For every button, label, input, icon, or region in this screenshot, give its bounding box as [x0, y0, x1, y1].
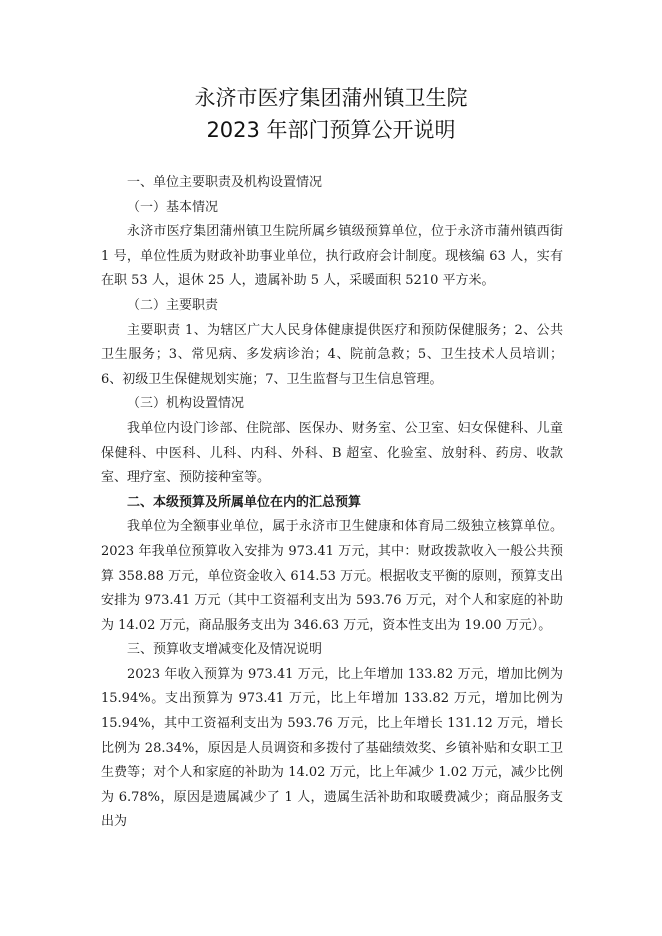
subsection-heading-basic: （一）基本情况 — [127, 199, 219, 215]
document-title-line1: 永济市医疗集团蒲州镇卫生院 — [194, 86, 468, 110]
paragraph-main-duties: 主要职责 1、为辖区广大人民身体健康提供医疗和预防保健服务；2、公共卫生服务；3、常见病、多发病诊治；4、院前急救；5、卫生技术人员培训；6、初级卫生保健规划实施；7、卫生监督与卫生信息管理。 — [101, 322, 563, 387]
subsection-heading-main-duties: （二）主要职责 — [127, 297, 219, 313]
section-heading-budget-summary: 二、本级预算及所属单位在内的汇总预算 — [127, 494, 362, 510]
subsection-heading-organization: （三）机构设置情况 — [127, 396, 245, 412]
paragraph-basic-info: 永济市医疗集团蒲州镇卫生院所属乡镇级预算单位，位于永济市蒲州镇西街 1 号，单位性质为财政补助事业单位，执行政府会计制度。现核编 63 人，实有在职 53 人，退休 25 人，遗属补助 5 人，采暖面积 5210 平方米。 — [101, 224, 563, 289]
paragraph-organization: 我单位内设门诊部、住院部、医保办、财务室、公卫室、妇女保健科、儿童保健科、中医科、儿科、内科、外科、B 超室、化验室、放射科、药房、收款室、理疗室、预防接种室等。 — [101, 420, 563, 486]
paragraph-budget-changes: 2023 年收入预算为 973.41 万元，比上年增加 133.82 万元，增加比例为 15.94%。支出预算为 973.41 万元，比上年增加 133.82 万元，增加比例为 15.94%，其中工资福利支出为 593.76 万元，比上年增长 131.12 万元，增长比例为 28.34%，原因是人员调资和多拨付了基础绩效奖、乡镇补贴和女职工卫生费等；对个人和家庭的补助为 14.02 万元，比上年减少 1.02 万元，减少比例为 6.78%，原因是遗属减少了 1 人，遗属生活补助和取暖费减少；商品服务支出为 — [101, 666, 563, 830]
document-body — [101, 171, 563, 835]
section-heading-budget-changes: 三、预算收支增减变化及情况说明 — [127, 642, 323, 658]
document-title-line2: 2023 年部门预算公开说明 — [206, 118, 456, 142]
paragraph-budget-summary: 我单位为全额事业单位，属于永济市卫生健康和体育局二级独立核算单位。2023 年我单位预算收入安排为 973.41 万元，其中：财政拨款收入一般公共预算 358.88 万元，单位资金收入 614.53 万元。根据收支平衡的原则，预算支出安排为 973.41 万元（其中工资福利支出为 593.76 万元，对个人和家庭的补助为 14.02 万元，商品服务支出为 346.63 万元，资本性支出为 19.00 万元）。 — [101, 519, 563, 633]
section-heading-duties: 一、单位主要职责及机构设置情况 — [127, 175, 323, 190]
